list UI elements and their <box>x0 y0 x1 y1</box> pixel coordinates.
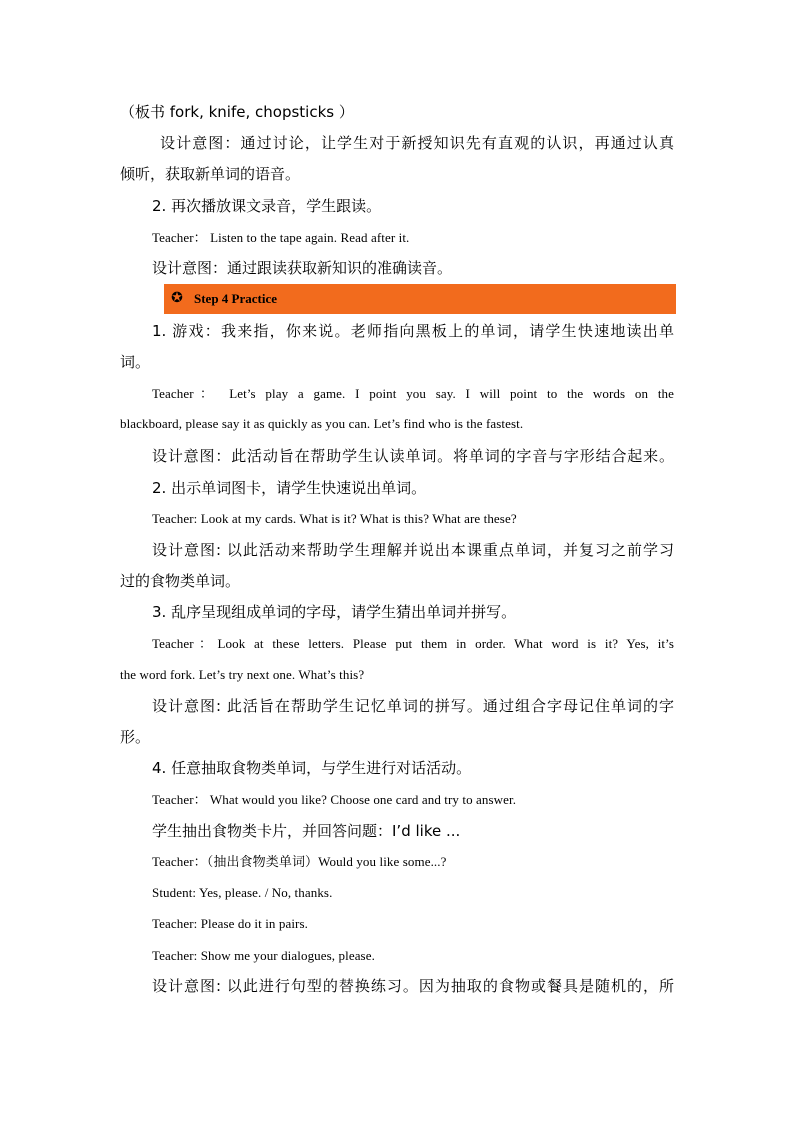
student-answer-line: 学生抽出食物类卡片，并回答问题：I’d like ... <box>152 822 461 840</box>
teacher-line-game-2: blackboard, please say it as quickly as you can. Let’s find who is the fastest. <box>120 416 524 431</box>
student-line-reply: Student: Yes, please. / No, thanks. <box>152 885 333 900</box>
teacher-line-cards: Teacher: Look at my cards. What is it? What is this? What are these? <box>152 511 517 526</box>
design-intent-1-line1: 设计意图：通过讨论，让学生对于新授知识先有直观的认识，再通过认真 <box>160 134 674 152</box>
teacher-line-would-like: Teacher： What would you like? Choose one card and try to answer. <box>152 792 517 807</box>
design-intent-1-line2: 倾听，获取新单词的语音。 <box>120 165 301 183</box>
design-intent-4-line1: 设计意图: 以此活动来帮助学生理解并说出本课重点单词，并复习之前学习 <box>152 541 674 559</box>
practice-item-2: 2. 出示单词图卡，请学生快速说出单词。 <box>152 479 427 497</box>
practice-item-1-line2: 词。 <box>120 353 151 371</box>
design-intent-2: 设计意图：通过跟读获取新知识的准确读音。 <box>152 259 453 277</box>
teacher-line-listen: Teacher： Listen to the tape again. Read after it. <box>152 230 410 245</box>
practice-item-4: 4. 任意抽取食物类单词，与学生进行对话活动。 <box>152 759 472 777</box>
section-banner-step4 <box>164 284 676 314</box>
practice-item-1-line1: 1. 游戏：我来指，你来说。老师指向黑板上的单词，请学生快速地读出单 <box>152 322 674 340</box>
teacher-line-letters-2: the word fork. Let’s try next one. What’s this? <box>120 667 365 682</box>
teacher-line-pairs: Teacher: Please do it in pairs. <box>152 916 308 931</box>
teacher-line-dialogues: Teacher: Show me your dialogues, please. <box>152 948 375 963</box>
step-item-2: 2. 再次播放课文录音，学生跟读。 <box>152 197 382 215</box>
teacher-line-game-1: Teacher： Let’s play a game. I point you say. I will point to the words on the <box>152 386 674 401</box>
section-title: Step 4 Practice <box>194 291 278 306</box>
star-circle-icon: ✪ <box>171 291 183 306</box>
teacher-line-letters-1: Teacher：Look at these letters. Please put them in order. What word is it? Yes, it’s <box>152 636 674 651</box>
board-note: （板书 fork, knife, chopsticks ） <box>120 103 354 121</box>
design-intent-5-line1: 设计意图: 此活旨在帮助学生记忆单词的拼写。通过组合字母记住单词的字 <box>152 697 674 715</box>
design-intent-4-line2: 过的食物类单词。 <box>120 572 241 590</box>
design-intent-6: 设计意图: 以此进行句型的替换练习。因为抽取的食物或餐具是随机的，所 <box>152 977 674 995</box>
design-intent-5-line2: 形。 <box>120 728 151 746</box>
practice-item-3: 3. 乱序呈现组成单词的字母，请学生猜出单词并拼写。 <box>152 603 517 621</box>
teacher-line-some: Teacher：（抽出食物类单词）Would you like some...? <box>152 854 447 869</box>
design-intent-3: 设计意图：此活动旨在帮助学生认读单词。将单词的字音与字形结合起来。 <box>152 447 674 465</box>
